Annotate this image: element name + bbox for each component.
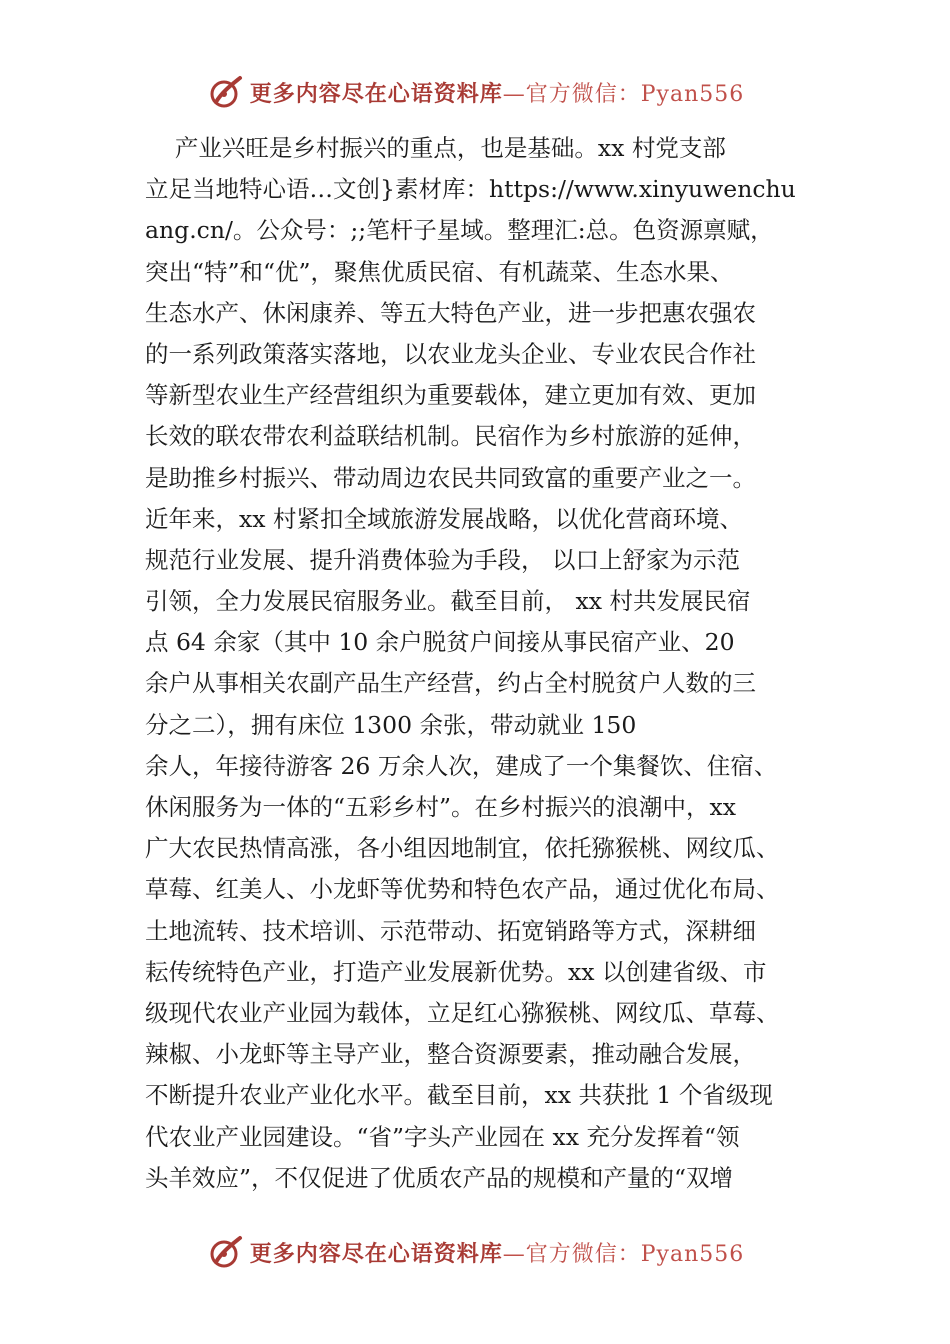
text-line: 草莓、红美人、小龙虾等优势和特色农产品，通过优化布局、 [145,875,780,904]
text-line: 引领，全力发展民宿服务业。截至目前， xx 村共发展民宿 [145,587,751,616]
article-body [145,128,825,1199]
text-line: 辣椒、小龙虾等主导产业，整合资源要素，推动融合发展， [145,1040,756,1069]
text-line: 耘传统特色产业，打造产业发展新优势。xx 以创建省级、市 [145,957,767,986]
footer-banner-text: 更多内容尽在心语资料库—官方微信：Pyan556 [249,1240,745,1267]
text-line: 近年来，xx 村紧扣全域旅游发展战略，以优化营商环境、 [145,504,743,533]
text-line: 土地流转、技术培训、示范带动、拓宽销路等方式，深耕细 [145,916,756,945]
text-line: 产业兴旺是乡村振兴的重点，也是基础。xx 村党支部 [145,134,726,162]
text-line: ang.cn/。公众号：;;笔杆子星域。整理汇:总。色资源禀赋， [145,216,774,245]
brush-logo-icon [206,72,246,112]
text-line: 的一系列政策落实落地，以农业龙头企业、专业农民合作社 [145,339,756,368]
brush-logo-icon [206,1232,246,1272]
text-line: 不断提升农业产业化水平。截至目前，xx 共获批 1 个省级现 [145,1081,773,1110]
text-line: 级现代农业产业园为载体，立足红心猕猴桃、网纹瓜、草莓、 [145,998,780,1027]
text-line: 余人，年接待游客 26 万余人次，建成了一个集餐饮、住宿、 [145,751,778,780]
header-banner [0,70,950,114]
text-line: 休闲服务为一体的“五彩乡村”。在乡村振兴的浪潮中，xx [145,793,737,821]
text-line: 广大农民热情高涨，各小组因地制宜，依托猕猴桃、网纹瓜、 [145,834,780,863]
text-line: 生态水产、休闲康养、等五大特色产业，进一步把惠农强农 [145,298,756,327]
text-line: 是助推乡村振兴、带动周边农民共同致富的重要产业之一。 [145,463,756,492]
footer-banner [0,1230,950,1274]
text-line: 等新型农业生产经营组织为重要载体，建立更加有效、更加 [145,381,756,410]
header-banner-text: 更多内容尽在心语资料库—官方微信：Pyan556 [249,80,745,107]
text-line: 规范行业发展、提升消费体验为手段， 以口上舒家为示范 [145,545,740,574]
text-line: 代农业产业园建设。“省”字头产业园在 xx 充分发挥着“领 [145,1122,740,1151]
text-line: 头羊效应”，不仅促进了优质农产品的规模和产量的“双增 [145,1163,734,1192]
text-line: 立足当地特心语…文创}素材库：https://www.xinyuwenchu [145,175,796,204]
text-line: 点 64 余家（其中 10 余户脱贫户间接从事民宿产业、20 [145,628,735,657]
text-line: 长效的联农带农利益联结机制。民宿作为乡村旅游的延伸， [145,422,756,451]
text-line: 突出“特”和“优”，聚焦优质民宿、有机蔬菜、生态水果、 [145,257,734,286]
text-line: 分之二），拥有床位 1300 余张，带动就业 150 [145,710,637,739]
text-line: 余户从事相关农副产品生产经营，约占全村脱贫户人数的三 [145,669,756,698]
